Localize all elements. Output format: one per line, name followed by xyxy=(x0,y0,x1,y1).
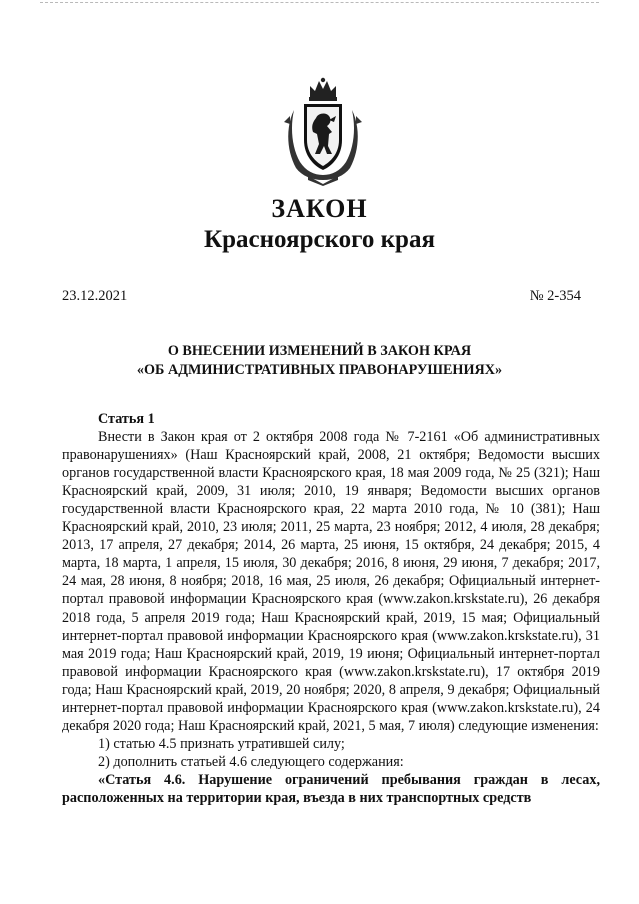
coat-of-arms-icon xyxy=(280,76,366,186)
law-subject xyxy=(0,342,639,380)
law-subject-line-1: О ВНЕСЕНИИ ИЗМЕНЕНИЙ В ЗАКОН КРАЯ xyxy=(167,343,472,359)
region-title: Красноярского края xyxy=(204,226,435,253)
scan-edge-line xyxy=(40,2,599,4)
law-subject-line-2: «ОБ АДМИНИСТРАТИВНЫХ ПРАВОНАРУШЕНИЯХ» xyxy=(136,362,503,378)
document-body xyxy=(62,410,600,807)
article-4-6-heading: «Статья 4.6. Нарушение ограничений пребывания граждан в лесах, расположенных на территории края, въезда в них транспортных средств xyxy=(62,771,600,806)
document-date: 23.12.2021 xyxy=(62,288,128,304)
article-1-item-1: 1) статью 4.5 признать утратившей силу; xyxy=(98,735,345,752)
article-1-heading: Статья 1 xyxy=(98,411,155,427)
document-number: № 2-354 xyxy=(529,288,581,304)
article-1-paragraph: Внести в Закон края от 2 октября 2008 года № 7-2161 «Об административных правонарушениях» (Наш Красноярский край, 2008, 21 октября; Ведомости высших органов государственной власти Красноярского края, 18 мая 2009 года, № 25 (321); Наш Красноярский край, 2009, 31 июля; 2010, 19 января; Ведомости высших органов государственной власти Красноярского края, 22 марта 2010 года, № 10 (381); Наш Красноярский край, 2010, 23 июля; 2011, 25 марта, 23 ноября; 2012, 4 июля, 28 декабря; 2013, 17 апреля, 27 декабря; 2014, 26 марта, 25 июня, 15 октября, 24 декабря; 2015, 4 марта, 18 марта, 1 апреля, 15 июля, 30 декабря; 2016, 8 июня, 29 июня, 7 декабря; 2017, 24 мая, 28 июня, 8 ноября; 2018, 16 мая, 25 июля, 26 декабря; Официальный интернет-портал правовой информации Красноярского края (www.zakon.krskstate.ru), 26 декабря 2018 года, 5 апреля 2019 года; Наш Красноярский край, 2019, 15 мая; Официальный интернет-портал правовой информации Красноярского края (www.zakon.krskstate.ru), 31 мая 2019 года; Наш Красноярский край, 2019, 19 июня; Официальный интернет-портал правовой информации Красноярского края (www.zakon.krskstate.ru), 17 октября 2019 года; Наш Красноярский край, 2019, 20 ноября; 2020, 8 апреля, 9 декабря; Официальный интернет-портал правовой информации Красноярского края (www.zakon.krskstate.ru), 24 декабря 2020 года; Наш Красноярский край, 2021, 5 мая, 7 июля) следующие изменения: xyxy=(62,429,600,734)
law-title: ЗАКОН xyxy=(271,194,368,223)
article-1-item-2: 2) дополнить статьей 4.6 следующего содержания: xyxy=(98,753,404,770)
